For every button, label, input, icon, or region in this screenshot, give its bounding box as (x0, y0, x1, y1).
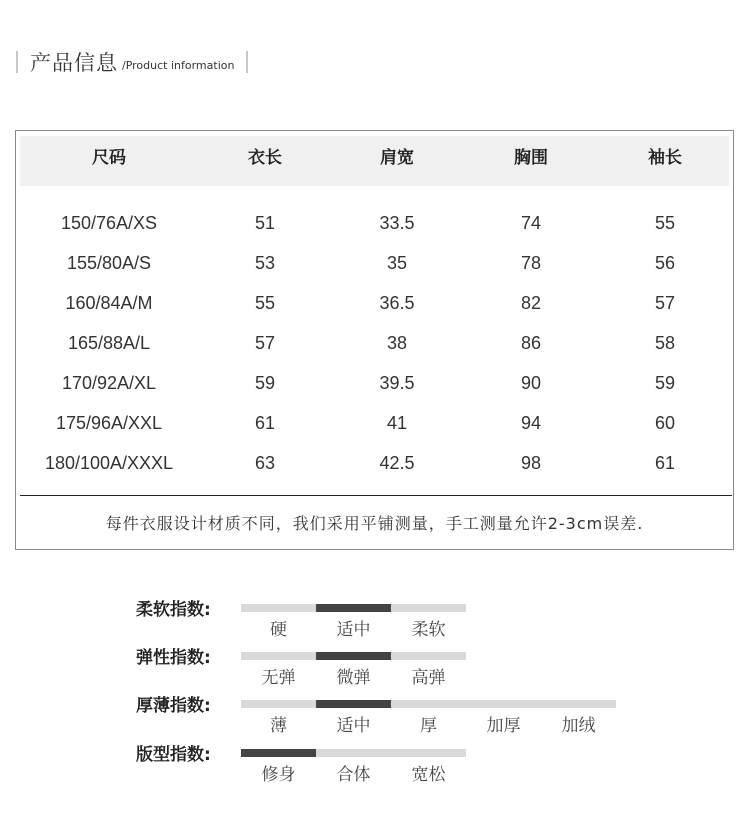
cell-shoulder: 38 (386, 333, 408, 353)
cell-chest: 74 (520, 213, 542, 233)
size-table (15, 130, 734, 550)
column-header-length: 衣长 (248, 148, 282, 168)
index-option: 高弹 (411, 668, 446, 688)
cell-size: 150/76A/XS (60, 213, 158, 233)
cell-sleeve: 61 (654, 453, 676, 473)
cell-sleeve: 57 (654, 293, 676, 313)
cell-size: 170/92A/XL (61, 373, 157, 393)
cell-chest: 94 (520, 413, 542, 433)
index-segment (391, 749, 466, 757)
column-header-sleeve: 袖长 (648, 148, 682, 168)
table-row (16, 203, 733, 243)
index-segment (241, 604, 316, 612)
table-row (16, 283, 733, 323)
cell-shoulder: 42.5 (379, 453, 415, 473)
index-label: 版型指数: (136, 745, 211, 765)
cell-length: 51 (254, 213, 276, 233)
index-label: 弹性指数: (136, 648, 211, 668)
cell-sleeve: 60 (654, 413, 676, 433)
table-divider (20, 495, 732, 496)
cell-shoulder: 36.5 (379, 293, 415, 313)
index-scale (0, 600, 750, 640)
index-option: 适中 (336, 716, 371, 736)
cell-length: 59 (254, 373, 276, 393)
cell-size: 180/100A/XXXL (44, 453, 174, 473)
section-title: 产品信息 (30, 51, 118, 75)
cell-length: 57 (254, 333, 276, 353)
column-header-chest: 胸围 (514, 148, 548, 168)
cell-length: 55 (254, 293, 276, 313)
index-option: 硬 (270, 620, 287, 640)
index-option: 宽松 (411, 765, 446, 785)
index-segment (391, 604, 466, 612)
index-scale (0, 745, 750, 785)
table-row (16, 243, 733, 283)
index-segment-selected (316, 652, 391, 660)
index-option: 修身 (261, 765, 296, 785)
index-segment-selected (316, 700, 391, 708)
table-row (16, 363, 733, 403)
index-option: 无弹 (261, 668, 296, 688)
cell-shoulder: 41 (386, 413, 408, 433)
column-header-shoulder: 肩宽 (380, 148, 414, 168)
cell-shoulder: 33.5 (379, 213, 415, 233)
index-segment (466, 700, 541, 708)
index-option: 适中 (336, 620, 371, 640)
measurement-note: 每件衣服设计材质不同，我们采用平铺测量，手工测量允许2-3cm误差. (105, 514, 644, 533)
index-segment (241, 700, 316, 708)
index-segment (241, 652, 316, 660)
cell-sleeve: 58 (654, 333, 676, 353)
index-scale (0, 696, 750, 736)
header-divider-left (16, 51, 18, 73)
index-option: 合体 (336, 765, 371, 785)
index-option: 薄 (270, 716, 287, 736)
index-segment-selected (316, 604, 391, 612)
cell-length: 63 (254, 453, 276, 473)
cell-chest: 90 (520, 373, 542, 393)
cell-chest: 78 (520, 253, 542, 273)
cell-chest: 86 (520, 333, 542, 353)
cell-size: 175/96A/XXL (55, 413, 163, 433)
table-row (16, 403, 733, 443)
cell-sleeve: 56 (654, 253, 676, 273)
index-segment (391, 652, 466, 660)
index-scale (0, 648, 750, 688)
cell-size: 155/80A/S (66, 253, 152, 273)
table-row (16, 323, 733, 363)
section-subtitle: /Product information (122, 58, 235, 72)
index-segment (541, 700, 616, 708)
column-header-size: 尺码 (92, 148, 126, 168)
section-header (16, 50, 248, 74)
index-label: 厚薄指数: (136, 696, 211, 716)
cell-sleeve: 59 (654, 373, 676, 393)
cell-length: 53 (254, 253, 276, 273)
cell-shoulder: 39.5 (379, 373, 415, 393)
cell-sleeve: 55 (654, 213, 676, 233)
index-option: 加绒 (561, 716, 596, 736)
index-option: 厚 (420, 716, 437, 736)
cell-size: 160/84A/M (65, 293, 153, 313)
index-label: 柔软指数: (136, 600, 211, 620)
cell-size: 165/88A/L (67, 333, 151, 353)
index-segment-selected (241, 749, 316, 757)
cell-chest: 98 (520, 453, 542, 473)
header-divider-right (246, 51, 248, 73)
table-row (16, 443, 733, 483)
index-segment (391, 700, 466, 708)
index-option: 柔软 (411, 620, 446, 640)
index-option: 加厚 (486, 716, 521, 736)
cell-length: 61 (254, 413, 276, 433)
index-segment (316, 749, 391, 757)
index-option: 微弹 (336, 668, 371, 688)
cell-chest: 82 (520, 293, 542, 313)
cell-shoulder: 35 (386, 253, 408, 273)
